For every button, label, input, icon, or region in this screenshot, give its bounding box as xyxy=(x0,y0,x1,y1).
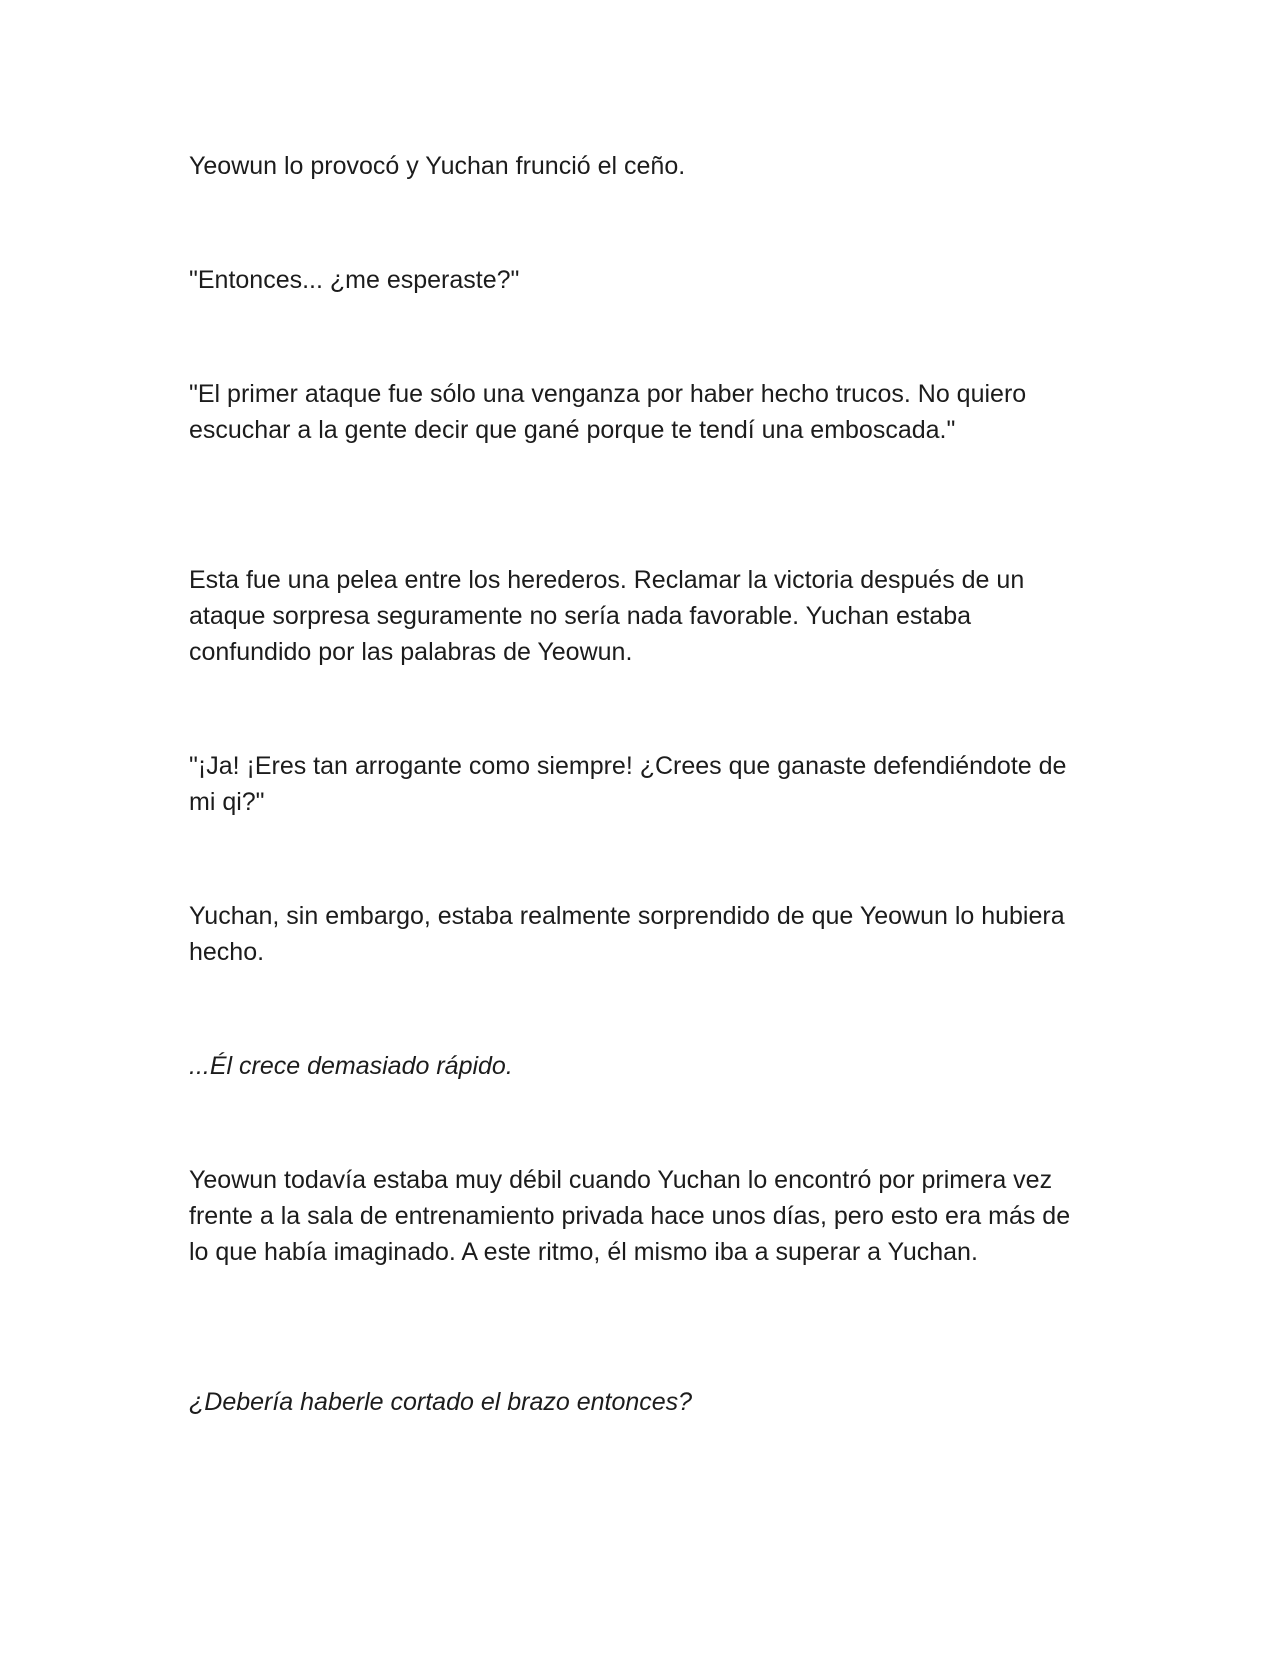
paragraph-dialogue: "¡Ja! ¡Eres tan arrogante como siempre! ¿Crees que ganaste defendiéndote de mi qi?" xyxy=(189,752,1067,816)
paragraph-narration: Yeowun todavía estaba muy débil cuando Yuchan lo encontró por primera vez frente a la sala de entrenamiento privada hace unos días, pero esto era más de lo que había imaginado. A este ritmo, él mismo iba a superar a Yuchan. xyxy=(189,1166,1071,1266)
paragraph-dialogue: "Entonces... ¿me esperaste?" xyxy=(189,266,520,294)
paragraph-thought: ...Él crece demasiado rápido. xyxy=(189,1052,513,1080)
paragraph-dialogue: "El primer ataque fue sólo una venganza por haber hecho trucos. No quiero escuchar a la gente decir que gané porque te tendí una emboscada." xyxy=(189,380,1027,444)
paragraph-narration: Esta fue una pelea entre los herederos. Reclamar la victoria después de un ataque sorpresa seguramente no sería nada favorable. Yuchan estaba confundido por las palabras de Yeowun. xyxy=(189,566,1025,666)
paragraph-narration: Yeowun lo provocó y Yuchan frunció el ceño. xyxy=(189,152,686,180)
paragraph-narration: Yuchan, sin embargo, estaba realmente sorprendido de que Yeowun lo hubiera hecho. xyxy=(189,902,1065,966)
paragraph-thought: ¿Debería haberle cortado el brazo entonces? xyxy=(189,1388,693,1416)
